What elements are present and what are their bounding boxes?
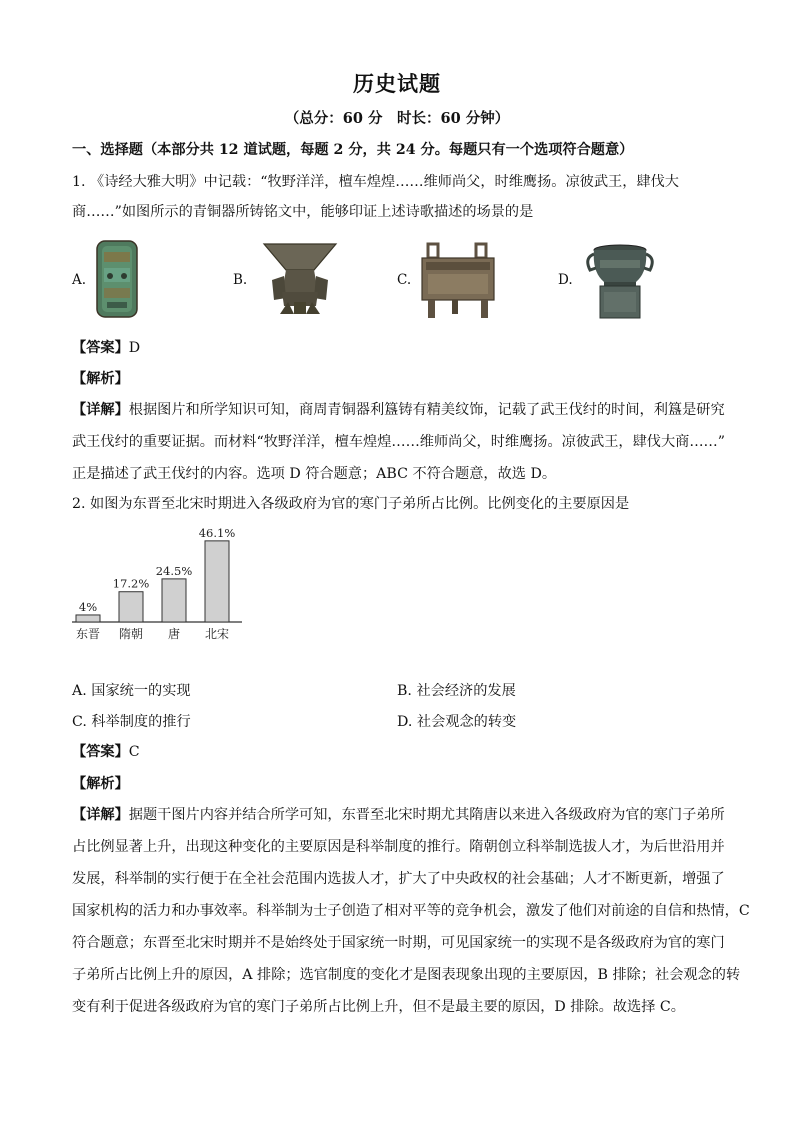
x-tick-label: 北宋	[204, 627, 230, 641]
q1-option-d-label: D.	[558, 272, 573, 288]
x-tick-label: 东晋	[75, 627, 101, 641]
q2-detail-line6: 子弟所占比例上升的原因，A 排除；选官制度的变化才是图表现象出现的主要原因，B 排除；社会观念的转	[72, 967, 741, 983]
q2-detail-line2: 占比例显著上升，出现这种变化的主要原因是科举制度的推行。隋朝创立科举制选拔人才，为后世沿用并	[72, 839, 725, 855]
x-tick-label: 隋朝	[118, 627, 144, 641]
q2-detail-line7: 变有利于促进各级政府为官的寒门子弟所占比例上升，但不是最主要的原因，D 排除。故选择 C。	[72, 999, 685, 1015]
q1-option-b-label: B.	[233, 272, 248, 288]
q1-option-c-label: C.	[397, 272, 412, 288]
q1-answer	[72, 338, 732, 358]
exam-info: （总分：60 分 时长：60 分钟）	[284, 110, 510, 127]
x-tick-label: 唐	[167, 627, 181, 641]
q2-option-a: A. 国家统一的实现	[72, 683, 191, 699]
detail-text: 据题干图片内容并结合所学可知，东晋至北宋时期尤其隋唐以来进入各级政府为官的寒门子弟所	[128, 807, 725, 823]
li-gui-vessel-image	[584, 242, 656, 320]
bar	[76, 615, 100, 622]
answer-value: C	[128, 744, 140, 760]
bronze-slab-image	[94, 238, 140, 320]
bar-value-label: 4%	[78, 599, 98, 614]
bronze-ding-cauldron-image	[418, 242, 498, 320]
q1-detail-line2: 武王伐纣的重要证据。而材料“牧野洋洋，檀车煌煌……维师尚父，时维鹰扬。凉彼武王，肆伐大商……”	[72, 434, 725, 450]
answer-tag: 【答案】	[72, 340, 129, 356]
answer-value: D	[128, 340, 141, 356]
q1-stem-line1: 1. 《诗经大雅大明》中记载：“牧野洋洋，檀车煌煌……维师尚父，时维鹰扬。凉彼武王，肆伐大	[72, 174, 679, 190]
q2-analysis-tag: 【解析】	[72, 776, 129, 792]
detail-tag: 【详解】	[72, 807, 129, 823]
bar	[205, 541, 229, 622]
page-title: 历史试题	[353, 71, 441, 96]
q1-stem-line2: 商……”如图所示的青铜器所铸铭文中，能够印证上述诗歌描述的场景的是	[72, 204, 534, 220]
bar-value-label: 24.5%	[155, 563, 193, 578]
bar-value-label: 17.2%	[112, 576, 150, 591]
q2-option-b: B. 社会经济的发展	[397, 683, 516, 699]
q1-option-a-label: A.	[72, 272, 87, 288]
bar-chart	[72, 518, 252, 646]
q1-detail-line3: 正是描述了武王伐纣的内容。选项 D 符合题意；ABC 不符合题意，故选 D。	[72, 466, 557, 482]
detail-text: 根据图片和所学知识可知，商周青铜器利簋铸有精美纹饰，记载了武王伐纣的时间，利簋是研究	[128, 402, 725, 418]
q2-detail-line4: 国家机构的活力和办事效率。科举制为士子创造了相对平等的竞争机会，激发了他们对前途的自信和热情，C	[72, 903, 750, 919]
q2-option-c: C. 科举制度的推行	[72, 714, 191, 730]
q2-detail-line5: 符合题意；东晋至北宋时期并不是始终处于国家统一时期，可见国家统一的实现不是各级政府为官的寒门	[72, 935, 725, 951]
q2-option-d: D. 社会观念的转变	[397, 714, 517, 730]
bar	[119, 592, 143, 622]
section-heading: 一、选择题（本部分共 12 道试题，每题 2 分，共 24 分。每题只有一个选项符合题意）	[72, 142, 634, 158]
answer-tag: 【答案】	[72, 744, 129, 760]
detail-tag: 【详解】	[72, 402, 129, 418]
bar-value-label: 46.1%	[198, 525, 236, 540]
q1-analysis-tag: 【解析】	[72, 371, 129, 387]
bronze-zun-vessel-image	[258, 240, 342, 318]
q2-stem: 2. 如图为东晋至北宋时期进入各级政府为官的寒门子弟所占比例。比例变化的主要原因是	[72, 496, 630, 512]
q2-answer	[72, 742, 732, 762]
q2-detail-line1	[72, 805, 732, 825]
q2-detail-line3: 发展，科举制的实行便于在全社会范围内选拔人才，扩大了中央政权的社会基础；人才不断更新，增强了	[72, 871, 725, 887]
q1-detail-line1	[72, 400, 732, 420]
bar	[162, 579, 186, 622]
